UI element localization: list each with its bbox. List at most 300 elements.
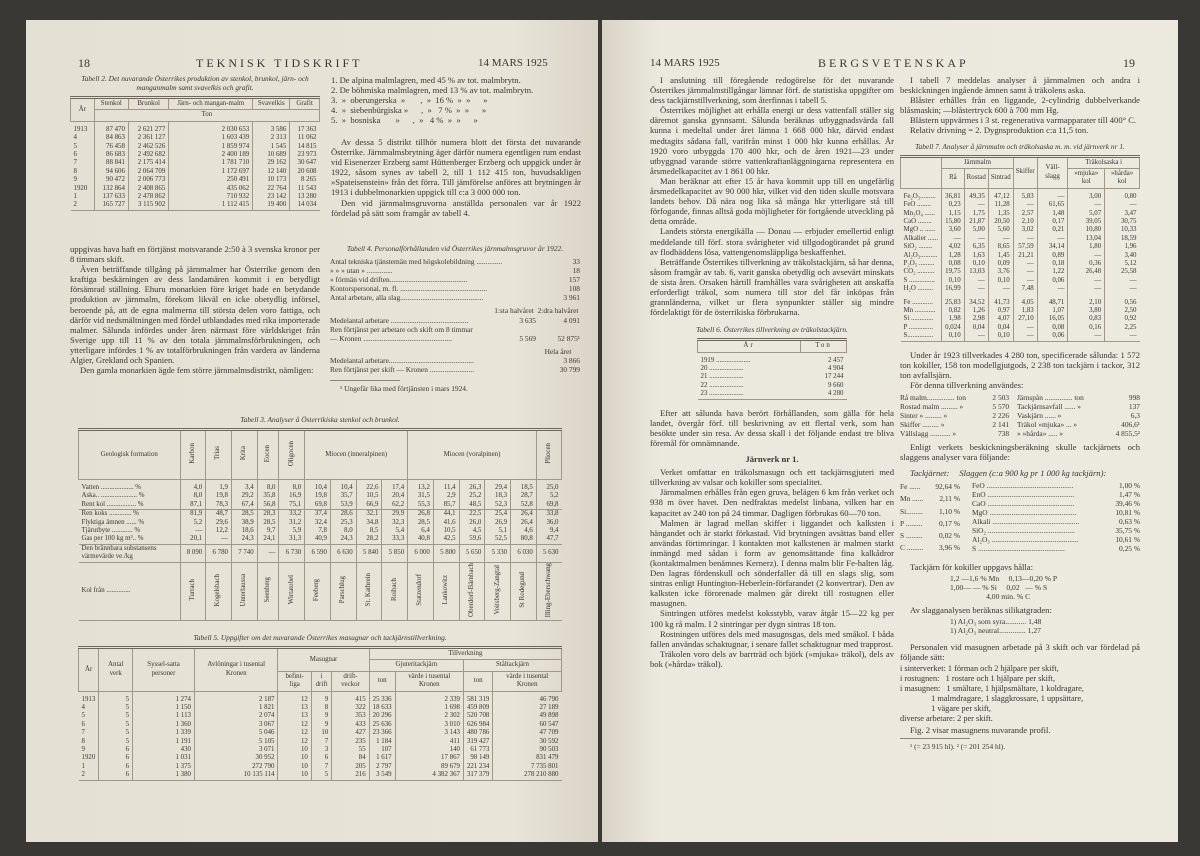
column-header [942, 156, 1014, 168]
table-caption: Tabell 7. Analyser å järnmalm och träkolsaska m. m. vid järnverk nr 1. [915, 141, 1125, 151]
header-label: Gjuteritackjärn [395, 661, 438, 669]
table-cell: 4 904 [827, 365, 844, 373]
table-row [901, 307, 1140, 315]
table-cell: 42,5 [433, 535, 459, 544]
table-cell: 24,1 [257, 535, 279, 544]
table-cell: 2 187 [194, 691, 278, 704]
table-cell: 1 781 710 [169, 159, 253, 167]
table-cell: 1 375 [133, 763, 195, 771]
table-cell: CaO ........ [903, 218, 932, 225]
table-cell: 6 630 [330, 544, 356, 562]
column-header [94, 110, 319, 121]
table-row [698, 365, 847, 373]
header-label: Miocen (voralpinen) [443, 450, 501, 458]
table-cell: 4 382 367 [395, 771, 463, 780]
table-cell: Si ............. [903, 315, 934, 323]
table-cell: 16,05 [1037, 315, 1068, 323]
source-name: Lankowitz [442, 575, 450, 605]
table-cell: 20 .................... [700, 365, 744, 373]
table-cell: 4,07 [988, 315, 1013, 323]
table-cell: 10,5 [433, 527, 459, 535]
table-cell: MgO ............................................... [972, 508, 1077, 518]
table-cell: 26,3 [459, 480, 485, 493]
table-cell: » »hårda» ..... » [1017, 429, 1064, 439]
source-cell [356, 562, 382, 621]
table-cell: 17,4 [382, 480, 408, 493]
table-row [79, 763, 562, 771]
column-header [463, 671, 492, 691]
table-cell: — [180, 527, 206, 535]
table-cell: — [964, 285, 988, 293]
table-cell: 6 [73, 151, 77, 159]
table-cell: 4,05 [1013, 294, 1037, 307]
table-cell: Antal arbetare, alla slag............................................. [330, 293, 484, 303]
table-row [330, 293, 580, 302]
table-cell: 13 [278, 712, 311, 720]
table-cell: 28,5 [231, 510, 257, 519]
table-cell: 5,83 [1013, 188, 1037, 201]
table-cell: 12,2 [206, 527, 232, 535]
table-cell: — [1037, 188, 1068, 201]
table-cell: 28,7 [511, 492, 537, 500]
table-cell: 21,87 [964, 218, 988, 226]
table-cell: 55,3 [408, 501, 434, 510]
column-header [1068, 156, 1140, 168]
header-label: ton [473, 677, 483, 685]
table-cell: 8 [81, 737, 85, 745]
table-cell: 8 [311, 704, 331, 712]
table-cell: P₂O₅ ......... [903, 260, 935, 268]
table-cell: 84 863 [94, 134, 128, 142]
table-cell: Alkali ............................................... [972, 517, 1080, 527]
table-cell: 17 867 [395, 754, 463, 762]
table-cell: 3,96 % [939, 542, 960, 552]
source-cell [330, 562, 356, 621]
header-label: befint-liga [285, 672, 304, 689]
personnel-table [330, 257, 580, 302]
table-cell: 1913 [73, 125, 88, 133]
table-cell: 87 470 [94, 121, 128, 134]
table-cell: 0,06 [1037, 277, 1068, 285]
column-header [942, 168, 965, 188]
paragraph: Av dessa 5 distrikt tillhör numera blott det första det nuvarande Österrike. Järnmalmsbrytning äger därför numera egentligen rum endast vid Eisenerzer Erzberg samt Hüttenberger Erzberg och uppgick under år 1922, såsom synes av tabell 2, till 1 112 415 ton, huvudsakligen »Spateisenstein» från det förra. Till jämförelse anföres att brytningen år 1913 i dubbelmonarkien uppgick till c:a 3 000 000 ton. [331, 137, 581, 198]
table-cell: 9 [311, 691, 331, 704]
table-cell: 8,0 [257, 480, 279, 493]
table-cell: Si......... [900, 506, 923, 516]
table-cell: 1 360 [133, 721, 195, 729]
column-header [79, 648, 99, 692]
table-cell: 18 [572, 266, 580, 276]
table-row [71, 201, 320, 210]
table-cell: 18,59 [1105, 235, 1140, 243]
column-header [536, 430, 561, 480]
table-cell: 1 031 [133, 754, 195, 762]
table-cell: CO₂ .......... [903, 268, 935, 276]
table-cell: 5,60 [988, 226, 1013, 234]
district-item: 3. » oberungerska » , » 16 % » » » [331, 95, 488, 106]
table-cell: 13,2 [408, 480, 434, 493]
table-cell: 0,06 [1037, 332, 1068, 341]
column-header [278, 671, 311, 691]
table-cell: 137 633 [94, 193, 128, 201]
table-cell: 1 172 697 [169, 168, 253, 176]
paragraph: Enligt verkets beskickningsberäkning skulle tackjärnets och slaggens analyser vara följande: [900, 441, 1140, 462]
table-cell: 4,02 [942, 243, 965, 251]
table-cell: — [1037, 235, 1068, 243]
header-label: Karbon [188, 442, 196, 464]
source-cell [305, 562, 331, 621]
table-cell: 9 [73, 176, 77, 184]
table-cell: 22,6 [356, 480, 382, 493]
table-cell: Medelantal arbetare.............................................. [330, 355, 474, 365]
table-caption: Tabell 4. Personalförhållanden vid Österrikes järnmalmsgruvor år 1922. [346, 244, 564, 253]
table-row [901, 226, 1140, 234]
table-caption: Tabell 3. Analyser å Österrikiska stenkol och brunkol. [240, 415, 400, 424]
table-cell: Vällslagg ........... » [900, 429, 957, 439]
paragraph: Av slagganalysen beräknas silikatgraden: [910, 604, 1052, 615]
table-cell: 10,5 [356, 492, 382, 500]
table-cell: 13,04 [1068, 235, 1105, 243]
table-cell: 2,57 [1013, 210, 1037, 218]
table-cell: EnO ............................................... [972, 489, 1075, 499]
table-cell: 0,80 [1105, 188, 1140, 201]
table-cell: 25 636 [369, 721, 395, 729]
table-cell: 626 984 [463, 721, 492, 729]
ore-analysis-table [900, 155, 1140, 342]
table-cell: 2 339 [395, 691, 463, 704]
column-header [988, 168, 1013, 188]
table-cell: 459 809 [463, 704, 492, 712]
table-cell: » förmän vid driften.......................................... [330, 275, 468, 285]
table-cell: 1,45 [988, 252, 1013, 260]
kokill-line: 1,00— — % Si 0,02 — % S [950, 583, 1048, 593]
materials-table [900, 393, 1140, 438]
table-cell: 132 864 [94, 185, 128, 193]
table-cell: 32,1 [356, 510, 382, 519]
table-cell: — [257, 544, 279, 562]
table-row [330, 316, 580, 325]
table-cell: 0,08 [942, 260, 965, 268]
table-cell: 32,4 [305, 519, 331, 527]
table-cell: 26,8 [408, 510, 434, 519]
table-cell: 7 [73, 159, 77, 167]
table-cell: 25,3 [330, 519, 356, 527]
table-cell: 0,10 [942, 332, 965, 341]
paragraph: Relativ drivning = 2. Dygnsproduktion c:a 11,5 ton. [910, 125, 1089, 136]
table-row [901, 188, 1140, 201]
table-cell: 7 [311, 738, 331, 746]
table-cell: 28,6 [330, 510, 356, 519]
table-cell: 278 210 880 [493, 771, 562, 780]
table-cell: SiO₂ ............................................... [972, 526, 1075, 536]
table-cell: Skiffer ......... » [900, 420, 945, 430]
column-header [79, 430, 181, 480]
table-cell: 36,0 [536, 519, 561, 527]
table-cell: 10 [278, 754, 311, 762]
paragraph: Den vid järnmalmsgruvorna anställda personalen var år 1922 fördelad på sätt som framgår av tabell 4. [331, 197, 581, 218]
column-header [1037, 156, 1068, 188]
column-header [94, 98, 128, 110]
table-cell: 7 735 801 [493, 763, 562, 771]
table-row [71, 168, 320, 176]
section-heading: Järnverk nr 1. [745, 454, 799, 465]
table-cell: — [964, 332, 988, 341]
source-cell [459, 562, 485, 621]
table-cell: Flyktiga ämnen ...... % [81, 518, 145, 526]
table-cell: 0,10 [964, 260, 988, 268]
table-cell: 12 [278, 691, 311, 704]
table-cell: 1,63 [964, 252, 988, 260]
source-cell [382, 562, 408, 621]
table-row [972, 481, 1140, 490]
table-cell: 20,1 [180, 535, 206, 544]
table-cell: 1,80 [1068, 243, 1105, 251]
table-row [79, 721, 562, 729]
table-cell: 9 [311, 721, 331, 729]
source-cell [408, 562, 434, 621]
table-cell: 4,6 [511, 527, 537, 535]
column-header [253, 98, 290, 110]
table-cell: — [942, 235, 965, 243]
table-5 [78, 633, 562, 781]
header-label: Eocen [263, 444, 271, 462]
table-row [79, 729, 562, 737]
table-cell: 0,10 [988, 277, 1013, 285]
header-label: Antal verk [108, 661, 124, 677]
table-row [900, 411, 1140, 420]
table-cell: 5 046 [194, 729, 278, 737]
table-cell: 19,8 [206, 492, 232, 500]
column-header [169, 98, 253, 110]
table-cell: 1 859 974 [169, 143, 253, 151]
table-row [71, 193, 320, 201]
table-cell: 75,1 [279, 501, 305, 510]
personnel-line: i sinterverket: 1 förman och 2 hjälpare per skift, [900, 663, 1059, 673]
table-cell: 2 503 [992, 393, 1010, 403]
paragraph: Den gamla monarkien ägde fem större järnmalmsdistrikt, nämligen: [80, 365, 314, 376]
issue-date: 14 MARS 1925 [478, 57, 548, 69]
table-cell: 24,3 [330, 535, 356, 544]
personnel-line: diverse arbetare: 2 per skift. [900, 714, 993, 724]
table-cell: 415 [332, 691, 369, 704]
table-cell: 2,25 [1105, 324, 1140, 332]
table-cell: 13,03 [964, 268, 988, 276]
table-cell: Vaskjärn ...... » [1017, 411, 1062, 421]
source-name: Illing-Eberschwang [544, 562, 552, 617]
paragraph: Tackjärn för kokiller uppgavs hålla: [910, 561, 1034, 572]
table-cell: 1 184 [369, 738, 395, 746]
header-label: Tillverkning [448, 650, 483, 657]
source-cell [180, 562, 206, 621]
header-label: ton [377, 677, 387, 685]
table-2 [70, 74, 320, 211]
table-cell: 25,2 [459, 492, 485, 500]
table-row [79, 691, 562, 704]
column-header: 2:dra halvåret [537, 306, 579, 316]
table-cell: 137 [1128, 402, 1140, 412]
table-cell: 2 797 [369, 763, 395, 771]
table-row [901, 235, 1140, 243]
table-cell: 57,59 [1013, 243, 1037, 251]
table-cell: — [1037, 285, 1068, 293]
table-cell: 47 709 [493, 729, 562, 737]
table-cell: 3 067 [194, 721, 278, 729]
table-cell: 89 679 [395, 763, 463, 771]
table-row [972, 517, 1140, 526]
table-cell: Ren koks ............. % [79, 510, 181, 519]
table-cell: 21,21 [1013, 252, 1037, 260]
header-label: Krita [240, 446, 248, 461]
header-label: År [78, 105, 86, 113]
table-cell: Aska.. ..................... % [81, 492, 145, 500]
table-row [901, 332, 1140, 341]
table-cell: 2 478 862 [128, 193, 168, 201]
table-cell: 9 [81, 746, 85, 754]
table-cell: 272 790 [194, 763, 278, 771]
header-label: Järnmalm [963, 158, 992, 166]
table-row [698, 382, 847, 390]
table-cell: 0,08 [1037, 324, 1068, 332]
table-cell: 157 [568, 275, 580, 285]
table-cell: 27 189 [493, 704, 562, 712]
table-caption: Tabell 5. Uppgifter om det nuvarande Österrikes masugnar och tackjärnstillverkning. [193, 633, 447, 642]
table-cell: 23 973 [290, 151, 320, 159]
table-cell: 10 [311, 729, 331, 737]
table-cell: Ren förtjänst per arbetare och skift om 8 timmar [330, 324, 473, 334]
table-row [901, 243, 1140, 251]
table-cell: 59,6 [459, 535, 485, 544]
table-cell: 20 608 [290, 168, 320, 176]
table-cell: Gas per 100 kg m³.. % [81, 535, 144, 543]
table-row [330, 325, 580, 334]
table-cell: 1 545 [253, 143, 290, 151]
table-cell: 46 790 [493, 691, 562, 704]
table-cell: 37,4 [305, 510, 331, 519]
table-cell: 430 [133, 746, 195, 754]
table-cell: 2,10 [1013, 218, 1037, 226]
table-cell: 4,5 [459, 527, 485, 535]
table-cell: 2 064 709 [128, 168, 168, 176]
table-cell: Alkalier ...... [903, 234, 939, 242]
paragraph: Verket omfattar en träkolsmasugn och ett tackjärnsgjuteri med tillverkning av valsar och kokiller som specialitet. [650, 467, 894, 488]
table-cell: — [1013, 277, 1037, 285]
table-cell: CaO ............................................... [972, 499, 1075, 508]
table-cell: 6 000 [408, 544, 434, 562]
table-cell: S............... [903, 332, 934, 340]
table-cell: 1 274 [133, 691, 195, 704]
table-cell: — [964, 277, 988, 285]
table-cell: 14 034 [290, 201, 320, 210]
table-row [972, 544, 1140, 553]
table-cell: 5 [81, 712, 85, 720]
table-row [71, 151, 320, 159]
table-row [330, 284, 580, 293]
table-cell: 10 689 [253, 151, 290, 159]
pig-iron-heading: Tackjärnet: [910, 467, 950, 478]
table-row [900, 420, 1140, 429]
table-cell: 52,5 [485, 535, 511, 544]
table-cell: 5 [99, 712, 133, 720]
table-cell: 38,9 [231, 519, 257, 527]
table-row [972, 490, 1140, 499]
table-cell: 2,50 [1105, 307, 1140, 315]
table-row [79, 704, 562, 712]
table-cell: 10,80 [1068, 226, 1105, 234]
header-label: År [85, 665, 93, 673]
column-header [180, 430, 206, 480]
table-cell: — [964, 235, 988, 243]
table-cell: 2,98 [964, 315, 988, 323]
table-cell: SiO₂ ........ [903, 243, 933, 251]
table-cell: 0,23 [942, 201, 965, 209]
table-row [79, 535, 562, 544]
table-cell: 33 [572, 257, 580, 266]
table-row [972, 535, 1140, 544]
table-cell: 10 135 114 [194, 771, 278, 780]
table-cell: 18 633 [369, 704, 395, 712]
table-cell: 3,76 [988, 268, 1013, 276]
table-cell: 0,024 [942, 324, 965, 332]
table-cell: 29 162 [253, 159, 290, 167]
footnote: ¹ Ungefär lika med förtjänsten i mars 1924. [340, 384, 468, 394]
source-name: Roibach [390, 578, 398, 602]
table-cell: 20,4 [382, 492, 408, 500]
paragraph: I tabell 7 meddelas analyser å järnmalmen och andra i beskickningen ingående ämnen samt å träkolens aska. [900, 75, 1140, 96]
table-cell: 710 932 [169, 193, 253, 201]
table-row [900, 541, 960, 553]
column-header [206, 430, 232, 480]
table-cell: — [1068, 285, 1105, 293]
table-cell: 11,28 [988, 201, 1013, 209]
table-cell: 10,4 [330, 480, 356, 493]
table-cell: 322 [332, 704, 369, 712]
table-cell: P ......... [900, 518, 923, 528]
table-cell: 66,9 [356, 501, 382, 510]
table-cell: 0,92 [1105, 315, 1140, 323]
table-cell: S ............................................... [972, 544, 1065, 554]
table-cell: — [988, 285, 1013, 293]
table-cell: 1 150 [133, 704, 195, 712]
table-cell: 12 [278, 721, 311, 729]
table-cell: 5 840 [356, 544, 382, 562]
header-label: Ton [201, 111, 213, 119]
table-row [330, 365, 580, 374]
table-cell: 28,5 [257, 519, 279, 527]
table-row [900, 505, 960, 517]
table-cell: 52,3 [485, 501, 511, 510]
table-cell: 2 400 189 [169, 151, 253, 159]
table-cell: 8 265 [290, 176, 320, 184]
table-row [698, 352, 847, 365]
table-cell: 1 617 [369, 754, 395, 762]
paragraph: Träkolen voro dels av barrträd och björk (»mjuka» träkol), dels av bok (»hårda» träkol). [650, 648, 894, 669]
header-label: Rostad [966, 174, 986, 182]
table-row [79, 771, 562, 780]
table-cell: 41,73 [988, 294, 1013, 307]
table-cell: 0,02 % [939, 530, 960, 540]
source-name: Seenberg [263, 577, 271, 603]
header-label: Stenkol [100, 100, 122, 107]
table-cell: 10 173 [253, 176, 290, 184]
column-header [279, 430, 305, 480]
table-cell: 165 727 [94, 201, 128, 210]
table-cell: 25 336 [369, 691, 395, 704]
table-cell: Ren förtjänst per skift — Kronen ........................ [330, 365, 475, 375]
table-cell: 0,09 [988, 260, 1013, 268]
table-cell: Mn ............ [903, 307, 936, 315]
table-cell: — [1105, 277, 1140, 285]
table-cell: 28,2 [356, 535, 382, 544]
